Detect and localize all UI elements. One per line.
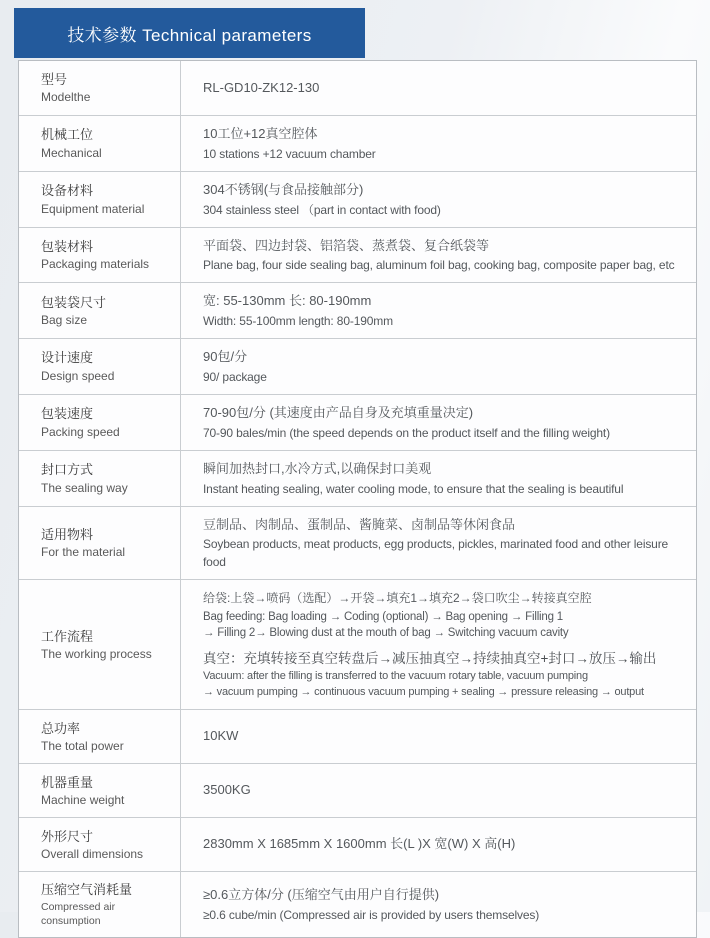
value-line: 给袋:上袋→喷码（选配）→开袋→填充1→填充2→袋口吹尘→转接真空腔: [203, 591, 592, 606]
row-label-en: For the material: [41, 545, 126, 560]
table-row: [19, 394, 696, 450]
table-row: [19, 506, 696, 580]
row-label: [19, 764, 181, 817]
row-value: [181, 339, 696, 394]
row-label-zh: 机械工位: [41, 127, 94, 143]
value-line: 3500KG: [203, 782, 251, 798]
row-label-en: Design speed: [41, 368, 115, 383]
value-line: ≥0.6 cube/min (Compressed air is provided by users themselves): [203, 908, 540, 923]
value-line: 10 stations +12 vacuum chamber: [203, 146, 376, 161]
table-row: [19, 338, 696, 394]
row-label-zh: 封口方式: [41, 462, 94, 478]
value-line: 70-90包/分 (其速度由产品自身及充填重量决定): [203, 404, 474, 420]
value-line: ≥0.6立方体/分 (压缩空气由用户自行提供): [203, 887, 440, 903]
row-label: [19, 283, 181, 338]
row-label: [19, 172, 181, 227]
row-label-en: Modelthe: [41, 90, 91, 105]
parameters-table: [18, 60, 697, 938]
value-line: 304不锈钢(与食品接触部分): [203, 181, 364, 197]
page-title: 技术参数 Technical parameters: [67, 25, 312, 45]
row-label-en: The total power: [41, 739, 124, 754]
row-label: [19, 872, 181, 937]
row-label: [19, 339, 181, 394]
row-label-en: Bag size: [41, 313, 88, 328]
table-row: [19, 763, 696, 817]
value-line: 真空：充填转接至真空转盘后→减压抽真空→持续抽真空+封口→放压→输出: [203, 651, 657, 667]
value-line: Vacuum: after the filling is transferred to the vacuum rotary table, vacuum pumping: [203, 670, 588, 683]
table-row: [19, 579, 696, 709]
row-label-en: Compressed air consumption: [41, 900, 116, 928]
value-line: Width: 55-100mm length: 80-190mm: [203, 314, 393, 329]
row-value: [181, 116, 696, 171]
row-label-zh: 总功率: [41, 720, 81, 736]
row-label-zh: 外形尺寸: [41, 828, 94, 844]
row-value: [181, 228, 696, 283]
row-label-zh: 机器重量: [41, 774, 94, 790]
table-row: [19, 115, 696, 171]
row-label-zh: 型号: [41, 71, 68, 87]
header-banner: [14, 8, 365, 58]
value-line: 90/ package: [203, 369, 267, 384]
row-label-en: Machine weight: [41, 793, 125, 808]
row-label: [19, 61, 181, 115]
value-line: Soybean products, meat products, egg products, pickles, marinated food and other leisure food: [203, 537, 669, 570]
row-label-zh: 包装速度: [41, 406, 94, 422]
row-value: [181, 395, 696, 450]
row-label-en: Packaging materials: [41, 257, 150, 272]
row-value: [181, 507, 696, 580]
row-label-zh: 包装袋尺寸: [41, 294, 107, 310]
row-value: [181, 710, 696, 763]
value-line: 304 stainless steel （part in contact with food): [203, 202, 441, 217]
value-line: Instant heating sealing, water cooling mode, to ensure that the sealing is beautiful: [203, 481, 624, 496]
value-line: 10KW: [203, 728, 239, 744]
row-value: [181, 818, 696, 871]
table-row: [19, 817, 696, 871]
row-label-en: Mechanical: [41, 145, 102, 160]
table-row: [19, 450, 696, 506]
row-value: [181, 61, 696, 115]
row-value: [181, 172, 696, 227]
row-label-en: The working process: [41, 647, 152, 662]
row-label-zh: 压缩空气消耗量: [41, 882, 133, 898]
table-row: [19, 871, 696, 937]
value-line: 宽: 55-130mm 长: 80-190mm: [203, 293, 372, 309]
row-label: [19, 710, 181, 763]
row-value: [181, 283, 696, 338]
table-row: [19, 227, 696, 283]
row-value: [181, 764, 696, 817]
table-row: [19, 709, 696, 763]
value-line: Bag feeding: Bag loading → Coding (optional) → Bag opening → Filling 1: [203, 610, 563, 623]
row-label-zh: 工作流程: [41, 628, 94, 644]
value-line: 豆制品、肉制品、蛋制品、酱腌菜、卤制品等休闲食品: [203, 516, 516, 532]
value-line: 平面袋、四边封袋、铝箔袋、蒸煮袋、复合纸袋等: [203, 237, 490, 253]
value-line: 90包/分: [203, 349, 248, 365]
row-label-en: The sealing way: [41, 480, 128, 495]
row-label: [19, 116, 181, 171]
row-label-en: Equipment material: [41, 201, 145, 216]
row-label-zh: 设计速度: [41, 350, 94, 366]
row-label-en: Overall dimensions: [41, 847, 144, 862]
row-label: [19, 228, 181, 283]
row-label-zh: 适用物料: [41, 526, 94, 542]
value-line: Plane bag, four side sealing bag, aluminum foil bag, cooking bag, composite paper bag, etc: [203, 258, 675, 273]
row-label-zh: 设备材料: [41, 183, 94, 199]
row-label: [19, 580, 181, 709]
value-line: → vacuum pumping → continuous vacuum pumping + sealing → pressure releasing → output: [203, 686, 644, 699]
value-line: RL-GD10-ZK12-130: [203, 79, 320, 95]
value-line: 10工位+12真空腔体: [203, 126, 318, 141]
table-row: [19, 61, 696, 115]
value-line: 2830mm X 1685mm X 1600mm 长(L )X 宽(W) X 高(H): [203, 836, 516, 852]
row-label: [19, 451, 181, 506]
row-label: [19, 507, 181, 580]
table-row: [19, 171, 696, 227]
row-label-zh: 包装材料: [41, 238, 94, 254]
row-label: [19, 818, 181, 871]
value-line: → Filling 2→ Blowing dust at the mouth of bag → Switching vacuum cavity: [203, 627, 569, 640]
row-value: [181, 580, 696, 709]
value-line: 70-90 bales/min (the speed depends on the product itself and the filling weight): [203, 425, 610, 440]
row-value: [181, 872, 696, 937]
row-label: [19, 395, 181, 450]
row-label-en: Packing speed: [41, 424, 120, 439]
row-value: [181, 451, 696, 506]
table-row: [19, 282, 696, 338]
value-line: 瞬间加热封口,水冷方式,以确保封口美观: [203, 460, 432, 476]
